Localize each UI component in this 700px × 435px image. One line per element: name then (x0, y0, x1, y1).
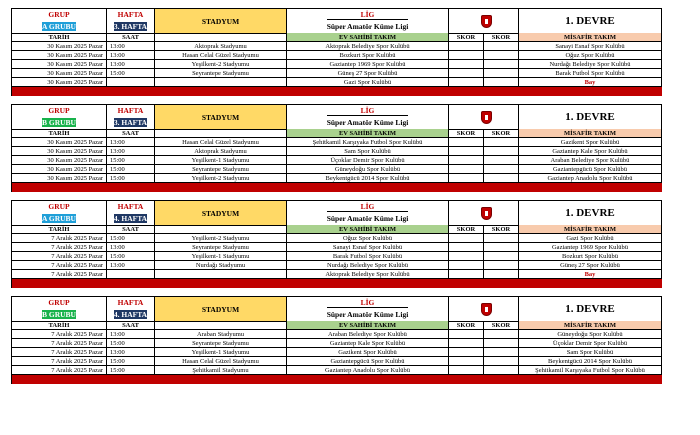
home-score (449, 51, 484, 60)
fixture-header (12, 201, 662, 225)
match-stadium: Nurdağı Stadyumu (155, 261, 287, 270)
group-label: GRUP (48, 298, 70, 307)
col-home: EV SAHİBİ TAKIM (287, 321, 449, 330)
week-label: HAFTA (117, 106, 144, 115)
home-team: Oğuz Spor Kulübü (287, 234, 449, 243)
home-score (449, 60, 484, 69)
group-value: A GRUBU (42, 214, 76, 223)
away-score (484, 78, 519, 87)
home-score (449, 243, 484, 252)
week-cell (107, 9, 155, 34)
fixture-header (12, 297, 662, 321)
league-cell (287, 201, 449, 226)
match-date: 30 Kasım 2025 Pazar (12, 138, 107, 147)
away-team: Beykentgücü 2014 Spor Kulübü (519, 357, 662, 366)
table-row (12, 60, 662, 69)
match-date: 30 Kasım 2025 Pazar (12, 69, 107, 78)
crest-cell (449, 9, 519, 34)
match-stadium (155, 270, 287, 279)
col-score-home: SKOR (449, 129, 484, 138)
match-time: 15:00 (107, 357, 155, 366)
match-stadium: Seyrantepe Stadyumu (155, 69, 287, 78)
table-row (12, 174, 662, 183)
away-team: Gaziantep Kale Spor Kulübü (519, 147, 662, 156)
week-cell (107, 105, 155, 130)
match-time: 15:00 (107, 234, 155, 243)
table-row (12, 234, 662, 243)
home-team: Beykentgücü 2014 Spor Kulübü (287, 174, 449, 183)
week-value: 4. HAFTA (113, 214, 148, 223)
home-team: Gaziantepgücü Spor Kulübü (287, 357, 449, 366)
match-time: 13:00 (107, 348, 155, 357)
league-label: LİG (327, 298, 409, 308)
week-value: 3. HAFTA (113, 118, 148, 127)
away-team: Güneydoğu Spor Kulübü (519, 330, 662, 339)
group-cell (12, 201, 107, 226)
fixture-sheet (11, 8, 661, 384)
table-row (12, 348, 662, 357)
group-value: A GRUBU (42, 22, 76, 31)
home-score (449, 330, 484, 339)
away-score (484, 270, 519, 279)
home-team: Sanayi Esnaf Spor Kulübü (287, 243, 449, 252)
away-team: Gaziantep 1969 Spor Kulübü (519, 243, 662, 252)
fixture-header (12, 9, 662, 33)
match-stadium (155, 78, 287, 87)
home-team: Araban Belediye Spor Kulübü (287, 330, 449, 339)
home-team: Üçoklar Demir Spor Kulübü (287, 156, 449, 165)
match-stadium: Hasan Celal Güzel Stadyumu (155, 51, 287, 60)
away-team: Gazikent Spor Kulübü (519, 138, 662, 147)
away-score (484, 234, 519, 243)
league-cell (287, 105, 449, 130)
group-label: GRUP (48, 10, 70, 19)
club-crest-icon (481, 303, 492, 316)
crest-cell (449, 297, 519, 322)
match-stadium: Yeşilkent-1 Stadyumu (155, 252, 287, 261)
match-stadium: Yeşilkent-1 Stadyumu (155, 348, 287, 357)
col-stadium-blank (155, 33, 287, 42)
group-cell (12, 9, 107, 34)
match-stadium: Yeşilkent-2 Stadyumu (155, 174, 287, 183)
period-title: 1. DEVRE (519, 297, 662, 322)
column-header-row (12, 33, 662, 42)
away-score (484, 42, 519, 51)
away-team: Gazi Spor Kulübü (519, 234, 662, 243)
home-score (449, 156, 484, 165)
match-time: 13:00 (107, 147, 155, 156)
col-time: SAAT (107, 321, 155, 330)
league-label: LİG (327, 202, 409, 212)
match-date: 7 Aralık 2025 Pazar (12, 330, 107, 339)
match-time: 13:00 (107, 243, 155, 252)
match-date: 30 Kasım 2025 Pazar (12, 78, 107, 87)
spacer (11, 96, 661, 104)
away-score (484, 174, 519, 183)
col-stadium-blank (155, 321, 287, 330)
match-time: 15:00 (107, 366, 155, 375)
match-stadium: Seyrantepe Stadyumu (155, 165, 287, 174)
away-score (484, 330, 519, 339)
home-team: Şehitkamil Karşıyaka Futbol Spor Kulübü (287, 138, 449, 147)
table-row (12, 357, 662, 366)
match-date: 30 Kasım 2025 Pazar (12, 51, 107, 60)
match-time: 13:00 (107, 60, 155, 69)
table-row (12, 69, 662, 78)
table-row (12, 339, 662, 348)
match-rows (12, 42, 662, 87)
match-date: 7 Aralık 2025 Pazar (12, 270, 107, 279)
match-time: 15:00 (107, 69, 155, 78)
fixture-table (11, 8, 662, 96)
home-team: Gaziantep 1969 Spor Kulübü (287, 60, 449, 69)
match-time: 13:00 (107, 42, 155, 51)
section-divider (12, 183, 662, 192)
col-date: TARİH (12, 33, 107, 42)
club-crest-icon (481, 15, 492, 28)
club-crest-icon (481, 207, 492, 220)
league-label: LİG (327, 106, 409, 116)
group-cell (12, 297, 107, 322)
match-date: 30 Kasım 2025 Pazar (12, 165, 107, 174)
match-date: 7 Aralık 2025 Pazar (12, 339, 107, 348)
fixture-table (11, 200, 662, 288)
col-time: SAAT (107, 33, 155, 42)
section-divider (12, 279, 662, 288)
match-stadium: Yeşilkent-2 Stadyumu (155, 234, 287, 243)
match-rows (12, 138, 662, 183)
away-score (484, 138, 519, 147)
home-score (449, 147, 484, 156)
match-date: 7 Aralık 2025 Pazar (12, 252, 107, 261)
spacer (11, 192, 661, 200)
col-away: MİSAFİR TAKIM (519, 321, 662, 330)
home-score (449, 339, 484, 348)
home-score (449, 78, 484, 87)
match-stadium: Araban Stadyumu (155, 330, 287, 339)
home-team: Nurdağı Belediye Spor Kulübü (287, 261, 449, 270)
col-home: EV SAHİBİ TAKIM (287, 33, 449, 42)
home-team: Güneş 27 Spor Kulübü (287, 69, 449, 78)
match-time: 15:00 (107, 252, 155, 261)
col-score-away: SKOR (484, 225, 519, 234)
period-title: 1. DEVRE (519, 105, 662, 130)
table-row (12, 252, 662, 261)
home-score (449, 174, 484, 183)
table-row (12, 261, 662, 270)
match-date: 30 Kasım 2025 Pazar (12, 147, 107, 156)
away-score (484, 366, 519, 375)
away-score (484, 252, 519, 261)
home-score (449, 366, 484, 375)
match-date: 7 Aralık 2025 Pazar (12, 357, 107, 366)
match-date: 7 Aralık 2025 Pazar (12, 348, 107, 357)
away-team: Üçoklar Demir Spor Kulübü (519, 339, 662, 348)
match-date: 7 Aralık 2025 Pazar (12, 234, 107, 243)
home-score (449, 138, 484, 147)
table-row (12, 243, 662, 252)
col-date: TARİH (12, 225, 107, 234)
match-time: 13:00 (107, 138, 155, 147)
away-team: Bay (519, 78, 662, 87)
col-stadium-blank (155, 225, 287, 234)
home-score (449, 270, 484, 279)
match-time: 15:00 (107, 165, 155, 174)
week-cell (107, 201, 155, 226)
column-header-row (12, 321, 662, 330)
match-stadium: Seyrantepe Stadyumu (155, 243, 287, 252)
home-score (449, 348, 484, 357)
home-team: Gazikent Spor Kulübü (287, 348, 449, 357)
match-time: 15:00 (107, 339, 155, 348)
table-row (12, 165, 662, 174)
match-rows (12, 234, 662, 279)
col-time: SAAT (107, 129, 155, 138)
col-score-away: SKOR (484, 33, 519, 42)
home-score (449, 69, 484, 78)
home-score (449, 165, 484, 174)
away-score (484, 339, 519, 348)
league-cell (287, 297, 449, 322)
home-team: Gaziantep Kale Spor Kulübü (287, 339, 449, 348)
league-name: Süper Amatör Küme Ligi (326, 310, 409, 319)
col-away: MİSAFİR TAKIM (519, 225, 662, 234)
week-cell (107, 297, 155, 322)
col-score-home: SKOR (449, 33, 484, 42)
away-team: Güneş 27 Spor Kulübü (519, 261, 662, 270)
match-date: 30 Kasım 2025 Pazar (12, 174, 107, 183)
col-score-away: SKOR (484, 129, 519, 138)
away-score (484, 348, 519, 357)
match-date: 30 Kasım 2025 Pazar (12, 156, 107, 165)
away-team: Gaziantepgücü Spor Kulübü (519, 165, 662, 174)
col-date: TARİH (12, 321, 107, 330)
col-stadium-blank (155, 129, 287, 138)
match-date: 7 Aralık 2025 Pazar (12, 261, 107, 270)
away-score (484, 60, 519, 69)
match-stadium: Hasan Celal Güzel Stadyumu (155, 357, 287, 366)
away-score (484, 261, 519, 270)
col-date: TARİH (12, 129, 107, 138)
table-row (12, 270, 662, 279)
home-team: Gazi Spor Kulübü (287, 78, 449, 87)
section-divider (12, 87, 662, 96)
table-row (12, 51, 662, 60)
away-team: Bozkurt Spor Kulübü (519, 252, 662, 261)
spacer (11, 288, 661, 296)
group-value: B GRUBU (42, 118, 76, 127)
away-team: Bay (519, 270, 662, 279)
table-row (12, 138, 662, 147)
home-team: Sam Spor Kulübü (287, 147, 449, 156)
stadium-header: STADYUM (155, 297, 287, 322)
home-team: Barak Futbol Spor Kulübü (287, 252, 449, 261)
period-title: 1. DEVRE (519, 201, 662, 226)
away-team: Oğuz Spor Kulübü (519, 51, 662, 60)
crest-cell (449, 201, 519, 226)
home-team: Aktoprak Belediye Spor Kulübü (287, 270, 449, 279)
home-score (449, 357, 484, 366)
match-time: 13:00 (107, 261, 155, 270)
col-home: EV SAHİBİ TAKIM (287, 225, 449, 234)
away-score (484, 243, 519, 252)
table-row (12, 156, 662, 165)
table-row (12, 78, 662, 87)
match-stadium: Aktoprak Stadyumu (155, 42, 287, 51)
stadium-header: STADYUM (155, 9, 287, 34)
week-label: HAFTA (117, 10, 144, 19)
crest-cell (449, 105, 519, 130)
match-time: 15:00 (107, 156, 155, 165)
col-away: MİSAFİR TAKIM (519, 33, 662, 42)
away-score (484, 147, 519, 156)
away-team: Sanayi Esnaf Spor Kulübü (519, 42, 662, 51)
fixture-table (11, 296, 662, 384)
week-label: HAFTA (117, 298, 144, 307)
away-team: Nurdağı Belediye Spor Kulübü (519, 60, 662, 69)
home-team: Bozkurt Spor Kulübü (287, 51, 449, 60)
group-label: GRUP (48, 106, 70, 115)
away-team: Sam Spor Kulübü (519, 348, 662, 357)
match-stadium: Seyrantepe Stadyumu (155, 339, 287, 348)
match-date: 7 Aralık 2025 Pazar (12, 243, 107, 252)
match-date: 30 Kasım 2025 Pazar (12, 60, 107, 69)
league-name: Süper Amatör Küme Ligi (326, 214, 409, 223)
match-time: 13:00 (107, 51, 155, 60)
week-value: 4. HAFTA (113, 310, 148, 319)
league-cell (287, 9, 449, 34)
fixture-table (11, 104, 662, 192)
away-score (484, 357, 519, 366)
week-label: HAFTA (117, 202, 144, 211)
away-team: Gaziantep Anadolu Spor Kulübü (519, 174, 662, 183)
home-team: Güneydoğu Spor Kulübü (287, 165, 449, 174)
col-time: SAAT (107, 225, 155, 234)
week-value: 3. HAFTA (113, 22, 148, 31)
column-header-row (12, 225, 662, 234)
group-value: B GRUBU (42, 310, 76, 319)
match-date: 7 Aralık 2025 Pazar (12, 366, 107, 375)
home-score (449, 261, 484, 270)
match-date: 30 Kasım 2025 Pazar (12, 42, 107, 51)
period-title: 1. DEVRE (519, 9, 662, 34)
match-time: 15:00 (107, 174, 155, 183)
away-score (484, 165, 519, 174)
away-team: Araban Belediye Spor Kulübü (519, 156, 662, 165)
table-row (12, 147, 662, 156)
match-time (107, 78, 155, 87)
away-score (484, 69, 519, 78)
match-stadium: Hasan Celal Güzel Stadyumu (155, 138, 287, 147)
table-row (12, 330, 662, 339)
table-row (12, 42, 662, 51)
column-header-row (12, 129, 662, 138)
match-stadium: Aktoprak Stadyumu (155, 147, 287, 156)
away-team: Barak Futbol Spor Kulübü (519, 69, 662, 78)
col-score-home: SKOR (449, 225, 484, 234)
league-name: Süper Amatör Küme Ligi (326, 22, 409, 31)
match-stadium: Yeşilkent-1 Stadyumu (155, 156, 287, 165)
league-label: LİG (327, 10, 409, 20)
club-crest-icon (481, 111, 492, 124)
home-score (449, 42, 484, 51)
fixture-header (12, 105, 662, 129)
match-rows (12, 330, 662, 375)
col-home: EV SAHİBİ TAKIM (287, 129, 449, 138)
group-cell (12, 105, 107, 130)
away-team: Şehitkamil Karşıyaka Futbol Spor Kulübü (519, 366, 662, 375)
match-time (107, 270, 155, 279)
col-score-away: SKOR (484, 321, 519, 330)
col-score-home: SKOR (449, 321, 484, 330)
match-stadium: Yeşilkent-2 Stadyumu (155, 60, 287, 69)
away-score (484, 156, 519, 165)
league-name: Süper Amatör Küme Ligi (326, 118, 409, 127)
match-stadium: Şehitkamil Stadyumu (155, 366, 287, 375)
group-label: GRUP (48, 202, 70, 211)
table-row (12, 366, 662, 375)
home-score (449, 252, 484, 261)
home-team: Gaziantep Anadolu Spor Kulübü (287, 366, 449, 375)
col-away: MİSAFİR TAKIM (519, 129, 662, 138)
home-score (449, 234, 484, 243)
stadium-header: STADYUM (155, 105, 287, 130)
home-team: Aktoprak Belediye Spor Kulübü (287, 42, 449, 51)
match-time: 13:00 (107, 330, 155, 339)
away-score (484, 51, 519, 60)
section-divider (12, 375, 662, 384)
stadium-header: STADYUM (155, 201, 287, 226)
